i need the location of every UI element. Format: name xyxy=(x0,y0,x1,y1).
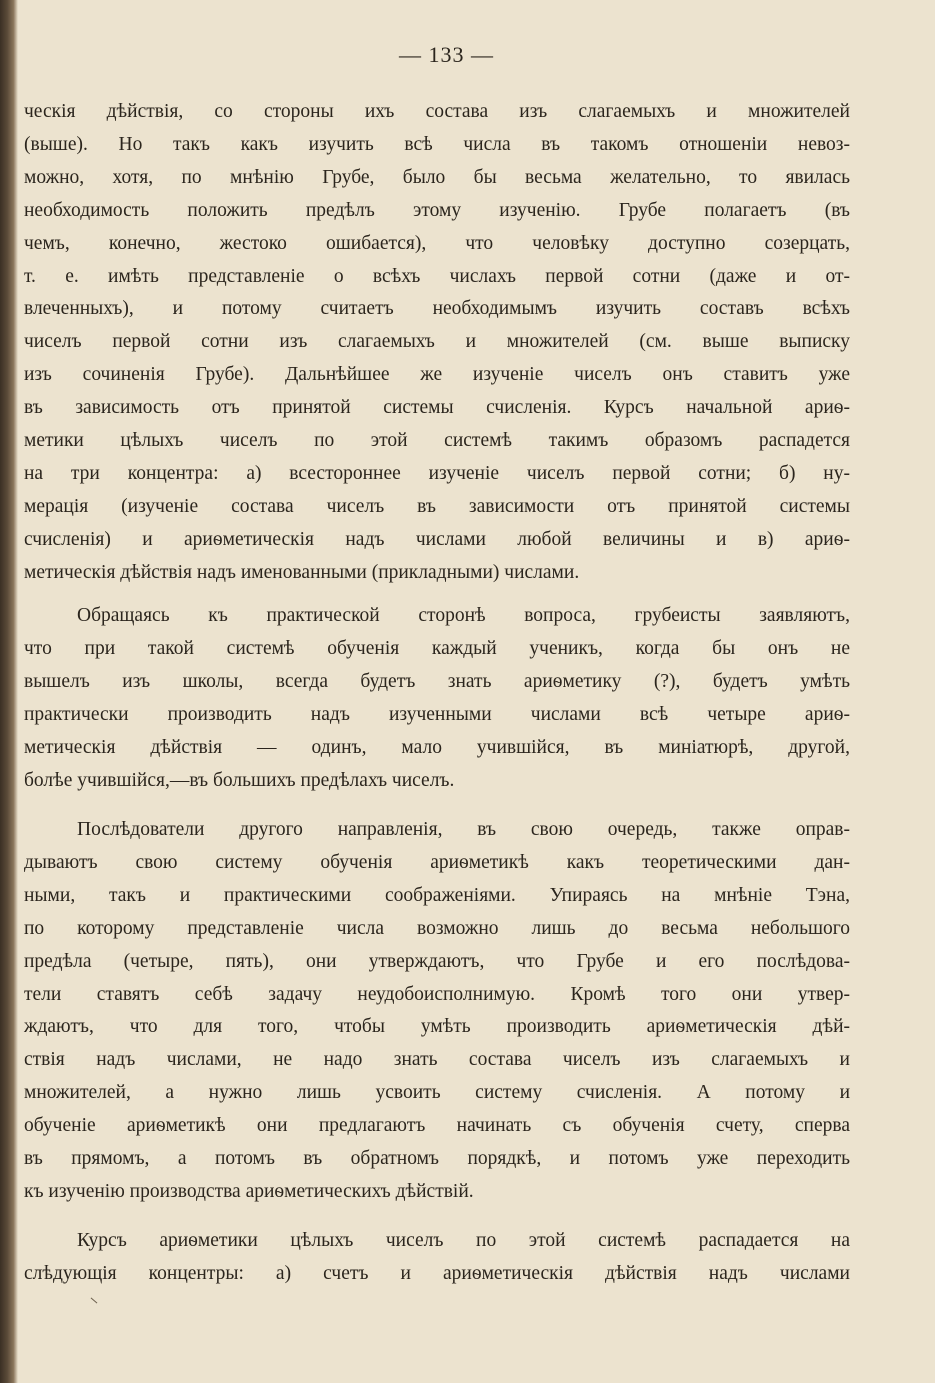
paragraph-2 xyxy=(24,600,850,797)
text-line: дываютъ свою систему обученія ариѳметикѣ какъ теоретическими дан- xyxy=(24,851,850,873)
text-line: ждаютъ, что для того, чтобы умѣть производить ариѳметическія дѣй- xyxy=(24,1016,850,1038)
text-line: что при такой системѣ обученія каждый ученикъ, когда бы онъ не xyxy=(24,637,850,659)
text-line: (выше). Но такъ какъ изучить всѣ числа въ такомъ отношеніи невоз- xyxy=(24,133,850,155)
text-line: тели ставятъ себѣ задачу неудобоисполнимую. Кромѣ того они утвер- xyxy=(24,983,850,1005)
paragraph-3 xyxy=(24,814,850,1209)
text-line: въ прямомъ, а потомъ въ обратномъ порядкѣ, и потомъ уже переходить xyxy=(24,1148,850,1170)
text-line: по которому представленіе числа возможно лишь до весьма небольшого xyxy=(24,917,850,939)
text-line: предѣла (четыре, пять), они утверждаютъ, что Грубе и его послѣдова- xyxy=(24,950,850,972)
text-line: вышелъ изъ школы, всегда будетъ знать ариѳметику (?), будетъ умѣть xyxy=(24,670,850,692)
text-line: къ изученію производства ариѳметическихъ дѣйствій. xyxy=(24,1180,474,1202)
text-line: слѣдующія концентры: а) счетъ и ариѳметическія дѣйствія надъ числами xyxy=(24,1262,850,1284)
text-line: Обращаясь къ практической сторонѣ вопроса, грубеисты заявляютъ, xyxy=(77,605,850,626)
text-line: т. е. имѣть представленіе о всѣхъ числахъ первой сотни (даже и от- xyxy=(24,265,850,287)
text-line: влеченныхъ), и потому считаетъ необходимымъ изучить составъ всѣхъ xyxy=(24,298,850,320)
text-line: ческія дѣйствія, со стороны ихъ состава изъ слагаемыхъ и множителей xyxy=(24,101,850,122)
text-line: въ зависимость отъ принятой системы счисленія. Курсъ начальной ариѳ- xyxy=(24,397,850,419)
text-line: обученіе ариѳметикѣ они предлагаютъ начинать съ обученія счету, сперва xyxy=(24,1115,850,1137)
text-line: метическія дѣйствія — одинъ, мало учившійся, въ миніатюрѣ, другой, xyxy=(24,736,850,758)
text-line: чемъ, конечно, жестоко ошибается), что человѣку доступно созерцать, xyxy=(24,232,850,254)
text-line: метики цѣлыхъ чиселъ по этой системѣ такимъ образомъ распадется xyxy=(24,430,850,452)
text-line: необходимость положить предѣлъ этому изученію. Грубе полагаетъ (въ xyxy=(24,199,850,221)
binding-edge xyxy=(0,0,18,1383)
text-line: ными, такъ и практическими соображеніями. Упираясь на мнѣніе Тэна, xyxy=(24,884,850,906)
text-line: Послѣдователи другого направленія, въ свою очередь, также оправ- xyxy=(77,819,850,840)
paragraph-4 xyxy=(24,1225,850,1291)
text-line: можно, хотя, по мнѣнію Грубе, было бы весьма желательно, то явилась xyxy=(24,166,850,188)
book-page xyxy=(24,0,854,1383)
text-line: Курсъ ариѳметики цѣлыхъ чиселъ по этой системѣ распадается на xyxy=(77,1230,850,1251)
ink-speck xyxy=(91,1298,98,1304)
text-line: болѣе учившійся,—въ большихъ предѣлахъ чиселъ. xyxy=(24,769,455,791)
text-line: счисленія) и ариѳметическія надъ числами любой величины и в) ариѳ- xyxy=(24,528,850,550)
text-line: мерація (изученіе состава чиселъ въ зависимости отъ принятой системы xyxy=(24,495,850,517)
page-number: — 133 — xyxy=(399,42,494,67)
text-line: практически производить надъ изученными числами всѣ четыре ариѳ- xyxy=(24,703,850,725)
text-line: метическія дѣйствія надъ именованными (прикладными) числами. xyxy=(24,561,580,583)
text-line: чиселъ первой сотни изъ слагаемыхъ и множителей (см. выше выписку xyxy=(24,331,850,353)
paragraph-1 xyxy=(24,96,850,590)
text-line: ствія надъ числами, не надо знать состава чиселъ изъ слагаемыхъ и xyxy=(24,1049,850,1071)
text-line: множителей, а нужно лишь усвоить систему счисленія. А потому и xyxy=(24,1082,850,1104)
text-line: изъ сочиненія Грубе). Дальнѣйшее же изученіе чиселъ онъ ставитъ уже xyxy=(24,364,850,386)
text-line: на три концентра: а) всестороннее изученіе чиселъ первой сотни; б) ну- xyxy=(24,462,850,484)
